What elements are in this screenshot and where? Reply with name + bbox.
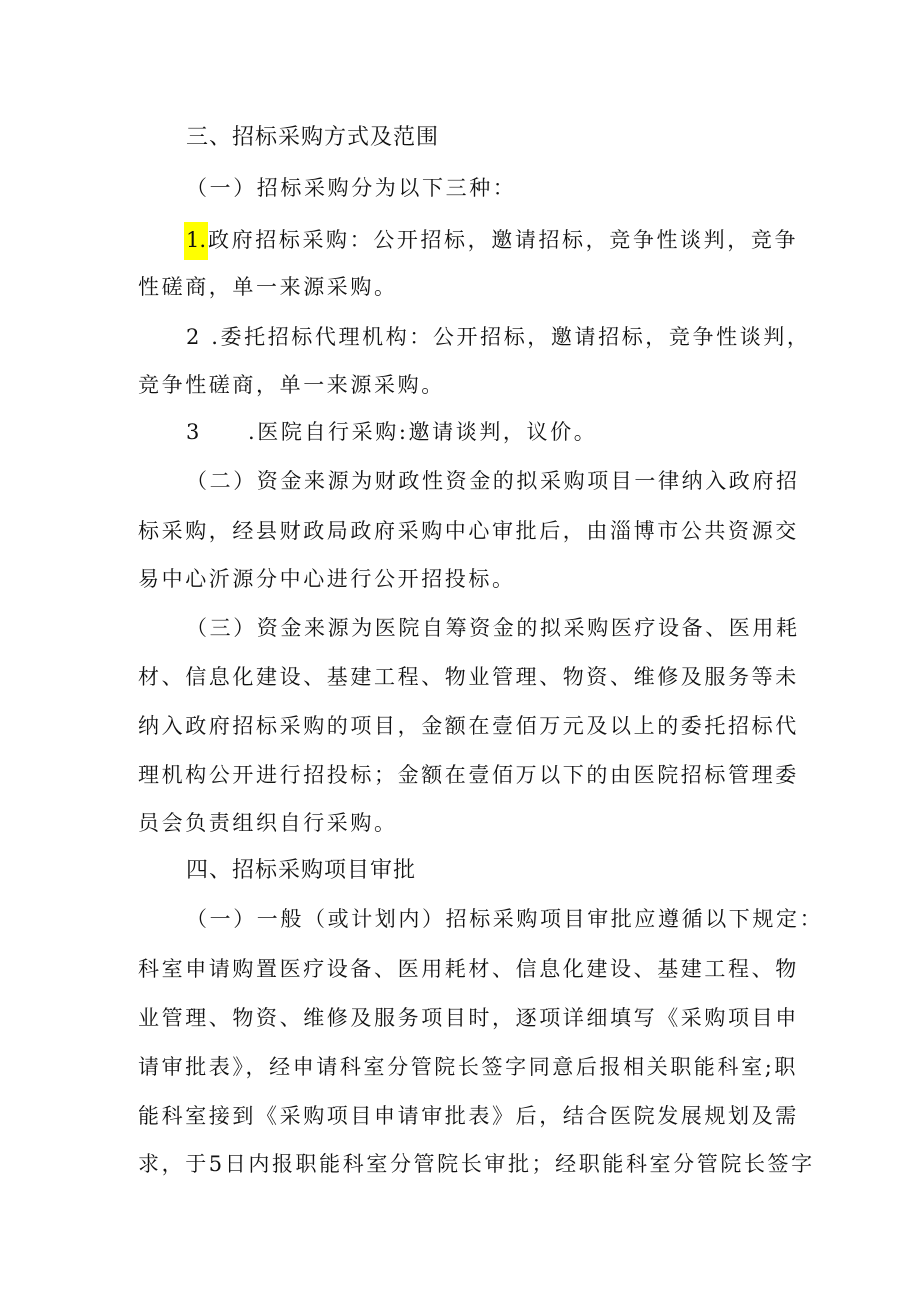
sub2-line-3: 易中心沂源分中心进行公开招投标。 xyxy=(138,567,516,591)
item-2-line-2: 竞争性磋商，单一来源采购。 xyxy=(138,373,445,397)
sub2-line-1: （二）资金来源为财政性资金的拟采购项目一律纳入政府招 xyxy=(186,469,800,493)
section-4-heading: 四、招标采购项目审批 xyxy=(186,858,417,883)
section-3-heading: 三、招标采购方式及范围 xyxy=(186,125,440,150)
s4-sub1-line-3: 业管理、物资、维修及服务项目时，逐项详细填写《采购项目申 xyxy=(138,1006,799,1030)
sub3-line-3: 纳入政府招标采购的项目，金额在壹佰万元及以上的委托招标代 xyxy=(138,714,799,738)
s4-sub1-line-1: （一）一般（或计划内）招标采购项目审批应遵循以下规定： xyxy=(186,907,824,931)
sub2-line-2: 标采购，经县财政局政府采购中心审批后，由淄博市公共资源交 xyxy=(138,519,799,543)
item-3-text: .医院自行采购:邀请谈判，议价。 xyxy=(247,420,598,444)
s4-sub1-line-2: 科室申请购置医疗设备、医用耗材、信息化建设、基建工程、物 xyxy=(138,957,799,981)
s4-sub1-line-6: 求，于5日内报职能科室分管院长审批；经职能科室分管院长签字 xyxy=(138,1152,815,1176)
item-1-line-2: 性磋商，单一来源采购。 xyxy=(138,275,398,299)
sub3-line-2: 材、信息化建设、基建工程、物业管理、物资、维修及服务等未 xyxy=(138,665,799,689)
s4-sub1-line-5: 能科室接到《采购项目申请审批表》后，结合医院发展规划及需 xyxy=(138,1104,799,1128)
item-3-line xyxy=(186,416,597,448)
highlighted-number: 1. xyxy=(184,222,208,260)
item-3-number: 3 xyxy=(186,420,202,444)
item-2-line-1: 2 .委托招标代理机构：公开招标，邀请招标，竞争性谈判， xyxy=(186,325,811,349)
sub3-line-5: 员会负责组织自行采购。 xyxy=(138,811,398,835)
s4-sub1-line-4: 请审批表》，经申请科室分管院长签字同意后报相关职能科室;职 xyxy=(138,1055,798,1079)
item-1-line-1 xyxy=(186,222,798,260)
item-1-text: 政府招标采购：公开招标，邀请招标，竞争性谈判，竞争 xyxy=(208,228,799,252)
section-3-sub1-title: （一）招标采购分为以下三种： xyxy=(186,176,517,200)
sub3-line-1: （三）资金来源为医院自筹资金的拟采购医疗设备、医用耗 xyxy=(186,616,800,640)
sub3-line-4: 理机构公开进行招投标；金额在壹佰万以下的由医院招标管理委 xyxy=(138,763,799,787)
